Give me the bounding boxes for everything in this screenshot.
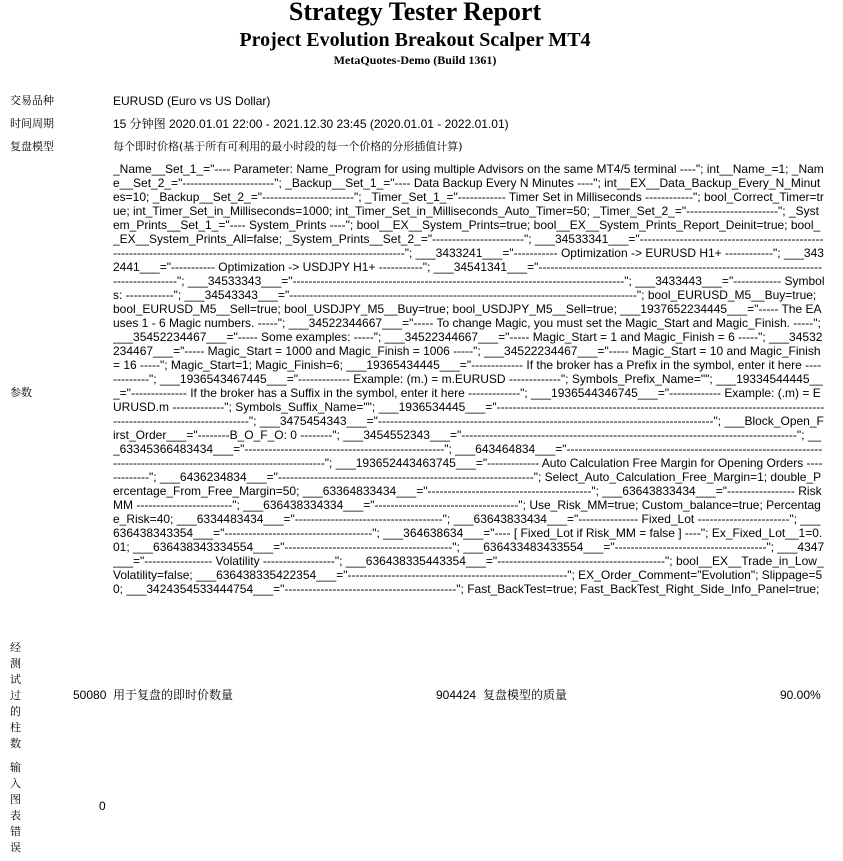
- symbol-value: EURUSD (Euro vs US Dollar): [113, 94, 271, 108]
- report-title: Strategy Tester Report: [288, 0, 542, 26]
- bars-label: 经测试过的柱数: [10, 641, 21, 750]
- period-label: 时间周期: [10, 117, 54, 130]
- ticks-value: 904424: [436, 688, 477, 702]
- model-value: 每个即时价格(基于所有可利用的最小时段的每一个价格的分形插值计算): [113, 140, 463, 153]
- quality-value: 90.00%: [780, 688, 821, 702]
- parameters-value: _Name__Set_1_="---- Parameter: Name_Program for using multiple Advisors on the same MT4/5 terminal ----"; int__Name_=1; _Name__Set_2_="-----------------------"; _Backup__Set_1_="---- Data Backup Every N Minutes ----"; int__EX__Data_Backup_Every_N_Minutes=10; _Backup__Set_2_="-----------------------"; _Timer_Set_1_="------------ Timer Set in Milliseconds ------------"; bool_Correct_Timer=true; int_Timer_Set_in_Milliseconds=1000; int_Timer_Set_in_Milliseconds_Auto_Timer=50; _Timer_Set_2_="-----------------------"; _System_Prints__Set_1_="---- System_Prints ----"; bool__EX__System_Prints=true; bool__EX__System_Prints_Report_Deinit=true; bool__EX__System_Prints_All=false; _System_Prints__Set_2_="-----------------------"; ___34533341___="-----------------------------------------------------------------------------------------------------------------------"; ___3433241___="----------- Optimization -> EURUSD H1+ ------------"; ___3432441___="----------- Optimization -> USDJPY H1+ -----------"; ___34541341___="---------------------------------------------------------------------------------------"; ___34533343___="-----------------------------------------------------------------------------------"; ___3433443___="------------ Symbols: ------------"; ___34543343___="---------------------------------------------------------------------------------------"; bool_EURUSD_M5__Buy=true; bool_EURUSD_M5__Sell=true; bool_USDJPY_M5__Buy=true; bool_USDJPY_M5__Sell=true; ___1937652234445___="----- The EA uses 1 - 6 Magic numbers. -----"; ___34522344667___="----- To change Magic, you must set the Magic_Start and Magic_Finish. -----"; ___35452234467___="----- Some examples: -----"; ___34522344667___="----- Magic_Start = 1 and Magic_Finish = 6 -----"; ___34532234467___="----- Magic_Start = 1000 and Magic_Finish = 1006 -----"; ___34522234467___="----- Magic_Start = 10 and Magic_Finish = 16 -----"; Magic_Start=1; Magic_Finish=6; ___19365434445___="------------- If the broker has a Prefix in the symbol, enter it here -------------"; ___1936543467445___="------------- Example: (m.) = m.EURUSD -------------"; Symbols_Prefix_Name=""; ___19334544445___="-------------- If the broker has a Suffix in the symbol, enter it here -------------"; ___1936544346745___="------------- Example: (.m) = EURUSD.m -------------"; Symbols_Suffix_Name=""; ___1936534445___="--------------------------------------------------------------------------------------------------------------------"; ___3475454343___="------------------------------------------------------------------------------------"; ___Block_Open_First_Order___="--------B_O_F_O: 0 --------"; ___3454552343___="------------------------------------------------------------------------------------"; ___63345366483434___="--------------------------------------------------"; ___643464834___="---------------------------------------------------------------------------------------------------------------------"; ___193652443463745___="------------- Auto Calculation Free Margin for Opening Orders -------------"; ___6436234834___="----------------------------------------------------------------"; Select_Auto_Calculation_Free_Margin=1; double_Percentage_From_Free_Margin=50; ___63364833434___="-----------------------------------------"; ___63643833434___="----------------- Risk MM ------------------------"; ___636438334334___="------------------------------------"; Use_Risk_MM=true; Custom_balance=true; Percentage_Risk=40; ___6334483434___="-------------------------------------"; ___63643833434___="--------------- Fixed_Lot -----------------------"; ___636438343354___="-------------------------------------"; ___364638634___="---- [ Fixed_Lot if Risk_MM = false ] ----"; Ex_Fixed_Lot__1=0.01; ___636438343334554___="------------------------------------------"; ___636433483433554___="--------------------------------------"; ___4347___="----------------- Volatility ------------------"; ___636438335443354___="------------------------------------------"; bool__EX__Trade_in_Low_Volatility=false; ___636438335422354___="-------------------------------------------------------"; EX_Order_Comment="Evolution"; Slippage=50; ___3424354533444754___="-------------------------------------------"; Fast_BackTest=true; Fast_BackTest_Right_Side_Info_Panel=true;: [113, 162, 825, 596]
- expert-name: Project Evolution Breakout Scalper MT4: [239, 29, 591, 51]
- errors-label: 输入图表错误: [10, 761, 21, 854]
- bars-value: 50080: [73, 688, 107, 702]
- errors-value: 0: [99, 799, 106, 813]
- parameters-label: 参数: [10, 386, 32, 399]
- period-value: 15 分钟图 2020.01.01 22:00 - 2021.12.30 23:45 (2020.01.01 - 2022.01.01): [113, 117, 509, 131]
- quality-label: 复盘模型的质量: [483, 688, 568, 702]
- server-build: MetaQuotes-Demo (Build 1361): [333, 53, 497, 67]
- symbol-label: 交易品种: [10, 94, 54, 107]
- model-label: 复盘模型: [10, 140, 54, 153]
- ticks-label: 用于复盘的即时价数量: [113, 688, 234, 702]
